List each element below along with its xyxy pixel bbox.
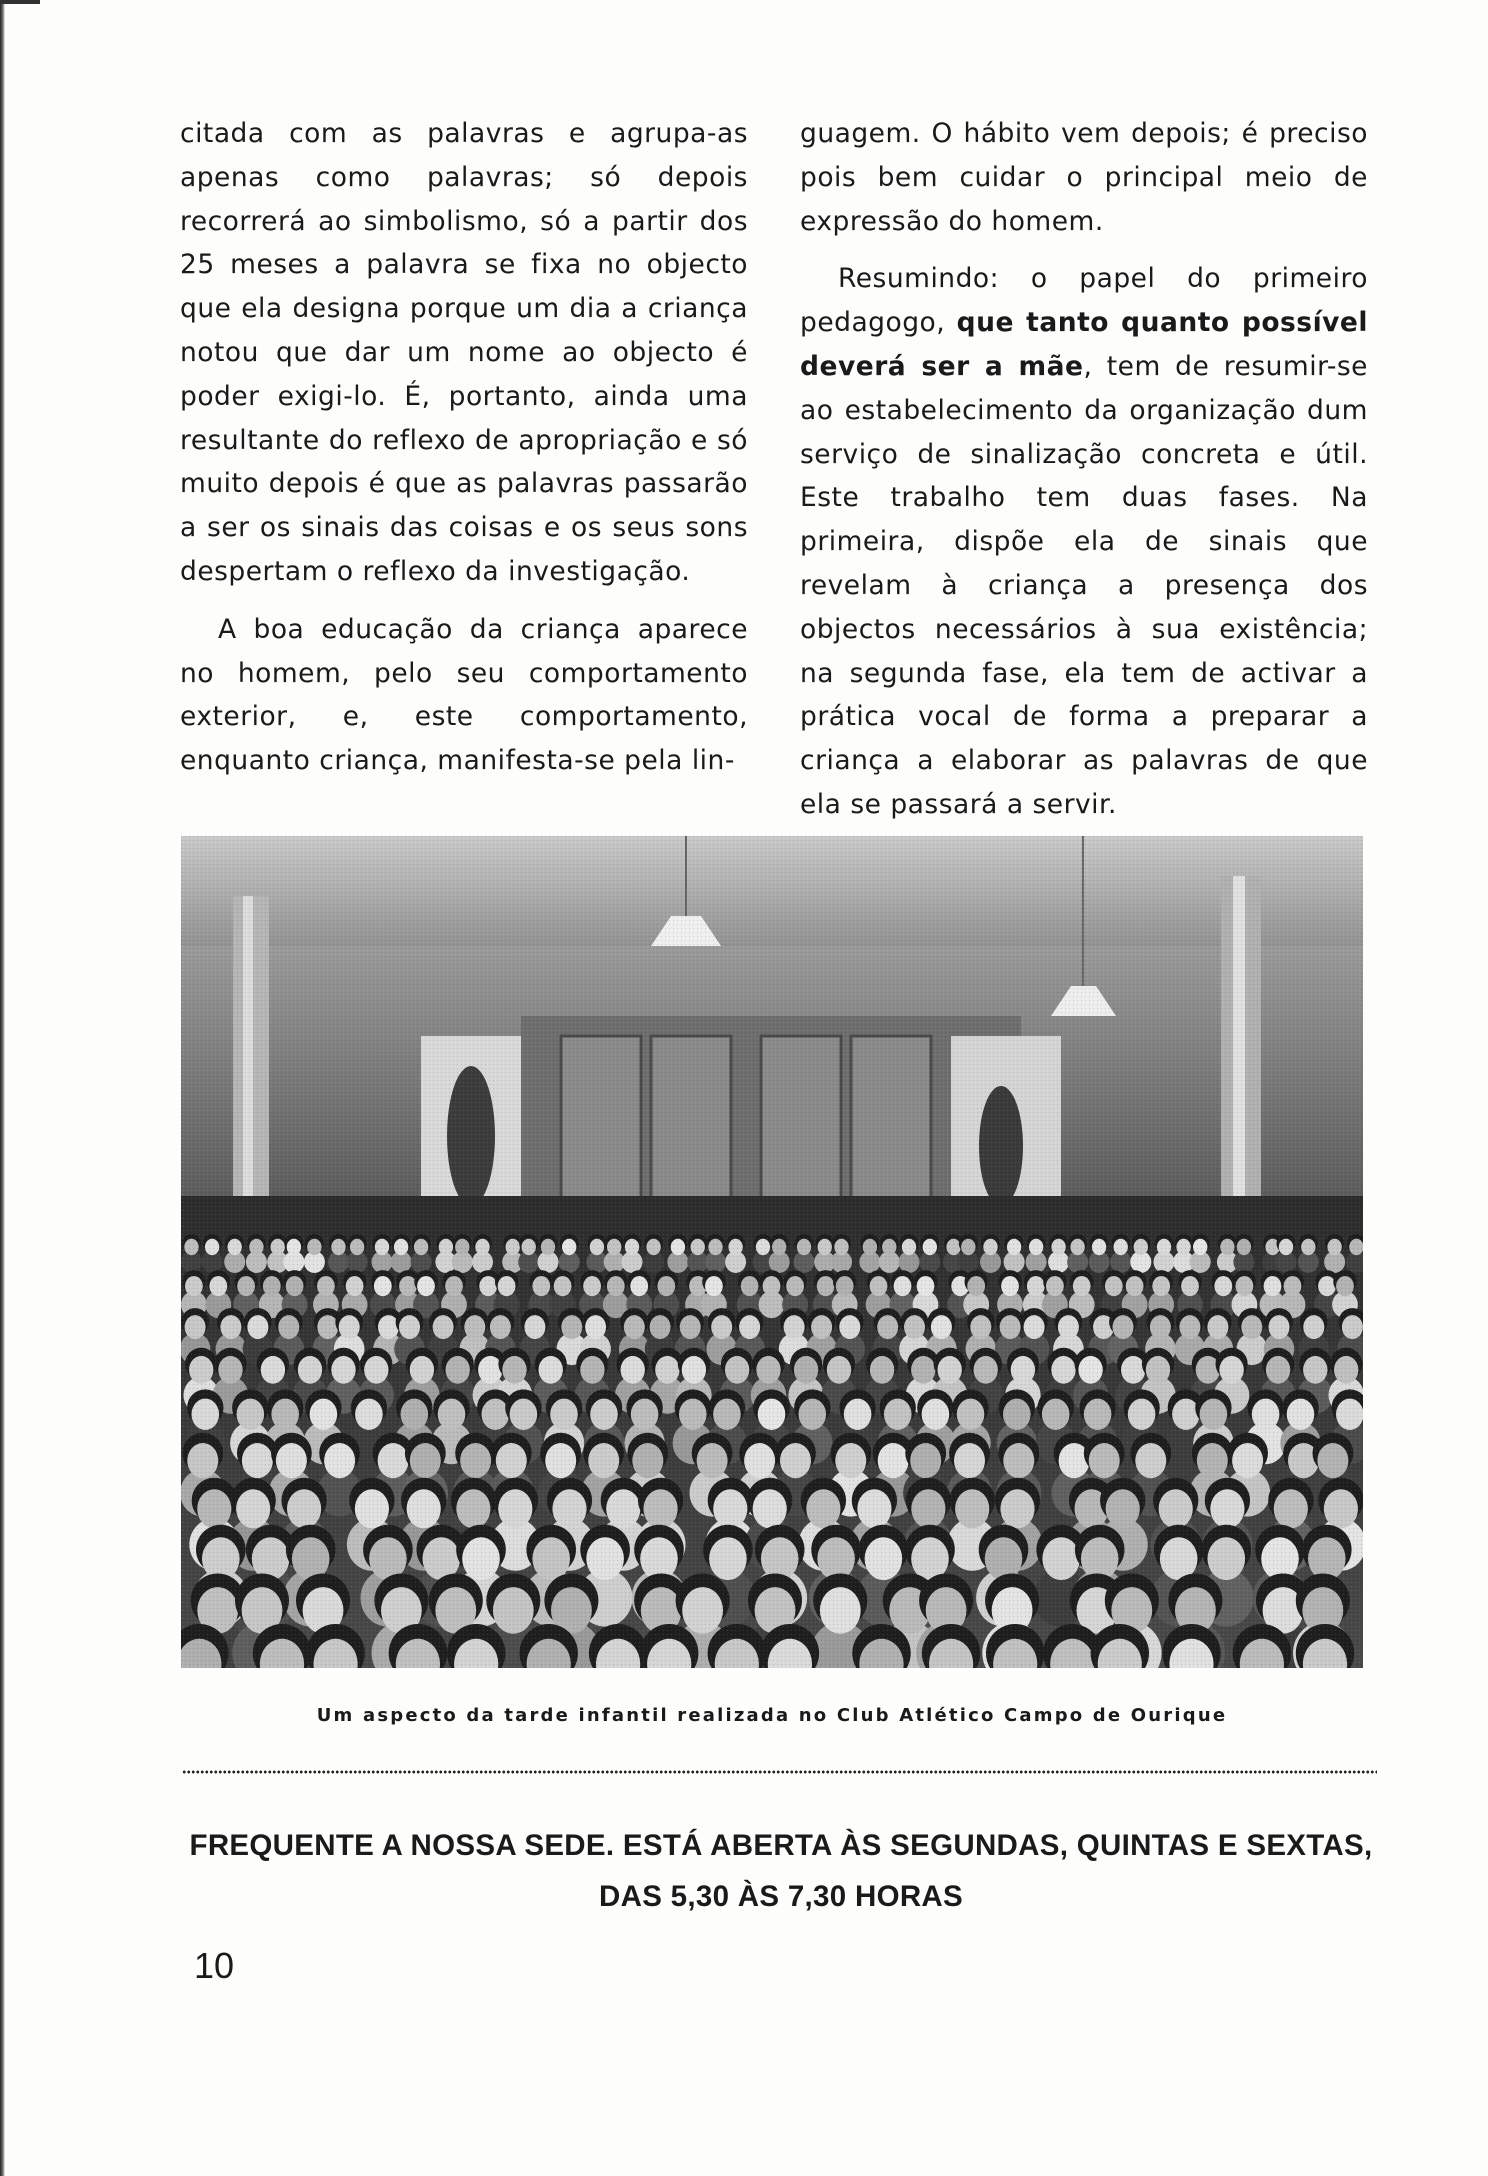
notice-line-2: DAS 5,30 ÀS 7,30 HORAS [598,1880,963,1913]
dotted-divider [182,1769,1377,1775]
article-right-column [800,112,1368,841]
scan-edge [0,0,5,2176]
notice-line-1: FREQUENTE A NOSSA SEDE. ESTÁ ABERTA ÀS SEGUNDAS, QUINTAS E SEXTAS, [189,1829,1373,1862]
photo-caption: Um aspecto da tarde infantil realizada no Club Atlético Campo de Ourique [316,1705,1228,1726]
emphasized-phrase: que tanto quanto possível deverá ser a mãe [800,307,1368,382]
scan-edge-top [0,0,40,4]
right-paragraph-2 [800,257,1368,826]
left-paragraph-1: citada com as palavras e agrupa-as apenas como palavras; só depois recorrerá ao simbolismo, só a partir dos 25 meses a palavra se fixa no objecto que ela designa porque um dia a criança notou que dar um nome ao objecto é poder exigi-lo. É, portanto, ainda uma resultante do reflexo de apropriação e só muito depois é que as palavras passarão a ser os sinais das coisas e os seus sons despertam o reflexo da investigação. [180,118,748,587]
page-number: 10 [194,1945,235,1986]
left-paragraph-2: A boa educação da criança aparece no homem, pelo seu comportamento exterior, e, este comportamento, enquanto criança, manifesta-se pela lin- [180,613,748,777]
group-photo [181,836,1363,1668]
right-paragraph-2-end: , tem de resumir-se ao estabelecimento da organização dum serviço de sinalização concreta e útil. Este trabalho tem duas fases. Na primeira, dispõe ela de sinais que revelam à criança a presença dos objectos necessários à sua existência; na segunda fase, ela tem de activar a prática vocal de forma a preparar a criança a elaborar as palavras de que ela se passará a servir. [800,350,1368,820]
headquarters-notice [175,1820,1387,1922]
article-left-column [180,112,748,797]
right-paragraph-1: guagem. O hábito vem depois; é preciso pois bem cuidar o principal meio de expressão do homem. [800,118,1368,237]
right-paragraph-2-start: Resumindo: o papel do primeiro pedagogo, [800,263,1368,339]
photo-illustration [181,836,1363,1668]
